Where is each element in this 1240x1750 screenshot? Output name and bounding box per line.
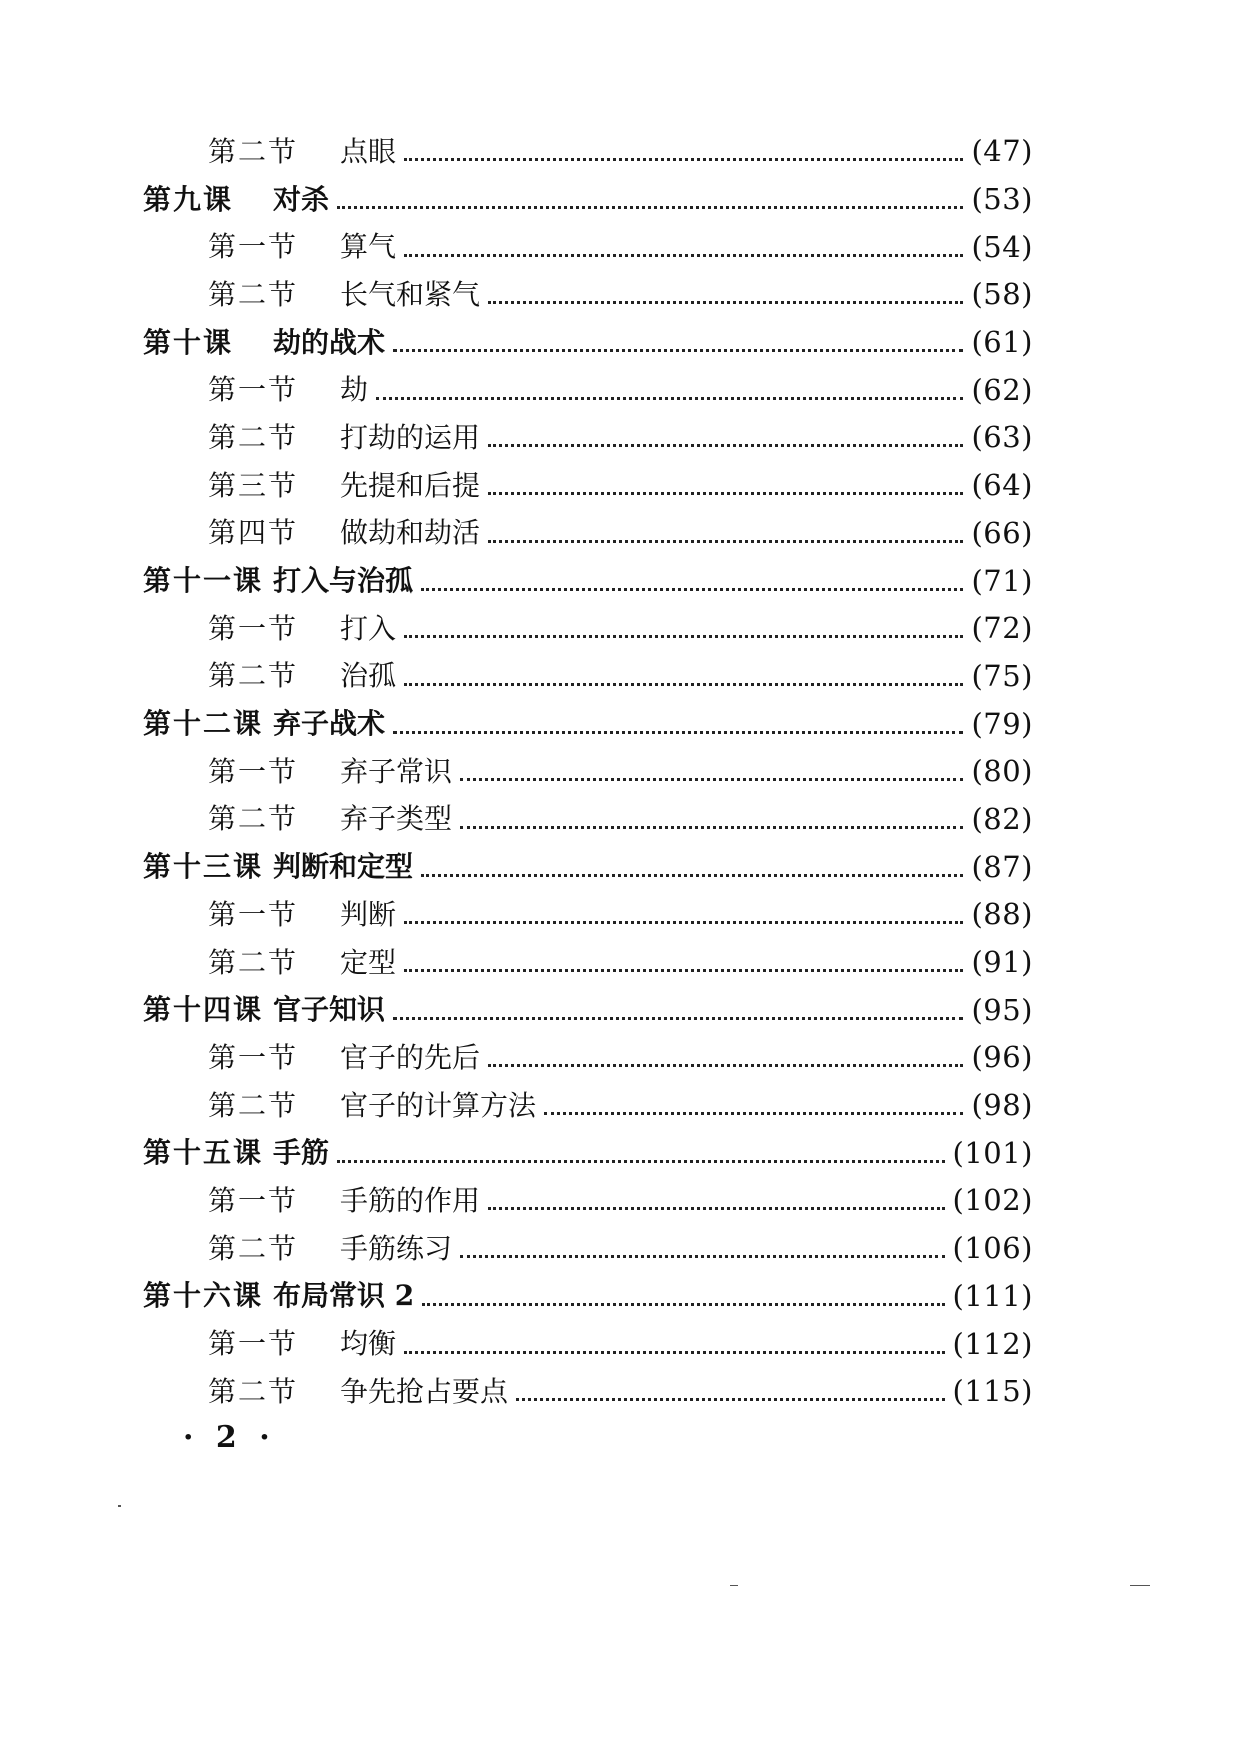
entry-page-number: (58) (971, 277, 1033, 312)
entry-title: 官子的先后 (340, 1040, 481, 1074)
toc-section-entry (143, 510, 1033, 558)
dot-leader (421, 588, 963, 591)
entry-title: 官子的计算方法 (340, 1088, 537, 1122)
dot-leader (337, 206, 963, 209)
entry-number: 第十四课 (143, 993, 264, 1027)
toc-section-entry (143, 891, 1033, 939)
entry-title: 先提和后提 (340, 468, 481, 502)
toc-section-entry (143, 1368, 1033, 1416)
entry-title: 布局常识 2 (273, 1279, 415, 1313)
dot-leader (488, 1064, 963, 1067)
entry-page-number: (79) (971, 706, 1033, 741)
scan-speck (118, 1505, 121, 1507)
dot-leader (404, 158, 963, 161)
entry-number: 第一节 (208, 1040, 299, 1074)
entry-title: 点眼 (340, 134, 397, 168)
entry-title: 算气 (340, 230, 397, 264)
toc-lesson-entry (143, 700, 1033, 748)
entry-page-number: (88) (971, 897, 1033, 932)
dot-leader (404, 1351, 945, 1354)
entry-page-number: (54) (971, 229, 1033, 264)
dot-leader (460, 1255, 945, 1258)
toc-lesson-entry (143, 557, 1033, 605)
toc-lesson-entry (143, 986, 1033, 1034)
entry-number: 第一节 (208, 1183, 299, 1217)
entry-title: 均衡 (340, 1327, 397, 1361)
entry-number: 第十三课 (143, 850, 264, 884)
entry-number: 第二节 (208, 1088, 299, 1122)
entry-title: 打入与治孤 (273, 564, 414, 598)
entry-number: 第二节 (208, 945, 299, 979)
toc-section-entry (143, 1320, 1033, 1368)
dot-leader (488, 444, 963, 447)
entry-page-number: (112) (952, 1326, 1033, 1361)
dot-leader (393, 1017, 963, 1020)
entry-page-number: (91) (971, 945, 1033, 980)
toc-lesson-entry (143, 843, 1033, 891)
entry-page-number: (115) (952, 1374, 1033, 1409)
entry-number: 第一节 (208, 1327, 299, 1361)
entry-title: 争先抢占要点 (340, 1374, 509, 1408)
toc-section-entry (143, 271, 1033, 319)
entry-number: 第十课 (143, 325, 234, 359)
entry-page-number: (98) (971, 1088, 1033, 1123)
toc-section-entry (143, 223, 1033, 271)
entry-page-number: (102) (952, 1183, 1033, 1218)
toc-section-entry (143, 1177, 1033, 1225)
dot-leader (393, 349, 963, 352)
entry-number: 第二节 (208, 1231, 299, 1265)
dot-leader (404, 921, 963, 924)
entry-number: 第二节 (208, 659, 299, 693)
entry-number: 第一节 (208, 373, 299, 407)
toc-section-entry (143, 128, 1033, 176)
entry-title: 手筋的作用 (340, 1183, 481, 1217)
toc-section-entry (143, 1034, 1033, 1082)
toc-section-entry (143, 939, 1033, 987)
scan-speck (1130, 1585, 1150, 1586)
entry-page-number: (95) (971, 992, 1033, 1027)
entry-number: 第二节 (208, 277, 299, 311)
toc-section-entry (143, 748, 1033, 796)
entry-title: 官子知识 (273, 993, 386, 1027)
entry-number: 第一节 (208, 230, 299, 264)
toc-section-entry (143, 605, 1033, 653)
entry-title: 手筋 (273, 1136, 330, 1170)
dot-leader (488, 301, 963, 304)
entry-page-number: (96) (971, 1040, 1033, 1075)
toc-lesson-entry (143, 176, 1033, 224)
entry-page-number: (61) (971, 325, 1033, 360)
entry-page-number: (106) (952, 1231, 1033, 1266)
entry-page-number: (101) (952, 1135, 1033, 1170)
entry-number: 第一节 (208, 897, 299, 931)
toc-section-entry (143, 462, 1033, 510)
table-of-contents (143, 128, 1033, 1416)
toc-lesson-entry (143, 1273, 1033, 1321)
entry-number: 第十一课 (143, 564, 264, 598)
entry-page-number: (64) (971, 468, 1033, 503)
entry-page-number: (63) (971, 420, 1033, 455)
entry-number: 第十六课 (143, 1279, 264, 1313)
dot-leader (404, 254, 963, 257)
dot-leader (422, 1303, 944, 1306)
dot-leader (404, 683, 963, 686)
entry-number: 第十五课 (143, 1136, 264, 1170)
entry-page-number: (80) (971, 754, 1033, 789)
dot-leader (516, 1398, 945, 1401)
entry-page-number: (62) (971, 372, 1033, 407)
entry-number: 第一节 (208, 754, 299, 788)
toc-lesson-entry (143, 1129, 1033, 1177)
entry-number: 第二节 (208, 134, 299, 168)
entry-number: 第一节 (208, 611, 299, 645)
entry-title: 打入 (340, 611, 397, 645)
entry-title: 弃子类型 (340, 802, 453, 836)
toc-section-entry (143, 796, 1033, 844)
toc-section-entry (143, 414, 1033, 462)
entry-page-number: (87) (971, 849, 1033, 884)
dot-leader (544, 1112, 963, 1115)
dot-leader (488, 540, 963, 543)
entry-title: 治孤 (340, 659, 397, 693)
entry-title: 打劫的运用 (340, 420, 481, 454)
dot-leader (376, 397, 963, 400)
entry-page-number: (47) (971, 134, 1033, 169)
dot-leader (488, 492, 963, 495)
page-number: · 2 · (183, 1420, 276, 1455)
entry-number: 第四节 (208, 516, 299, 550)
entry-page-number: (66) (971, 515, 1033, 550)
dot-leader (421, 874, 963, 877)
dot-leader (460, 826, 963, 829)
entry-page-number: (72) (971, 611, 1033, 646)
dot-leader (488, 1207, 945, 1210)
entry-page-number: (82) (971, 801, 1033, 836)
entry-number: 第二节 (208, 802, 299, 836)
entry-page-number: (53) (971, 182, 1033, 217)
entry-number: 第十二课 (143, 707, 264, 741)
dot-leader (460, 778, 963, 781)
scan-speck (730, 1585, 738, 1586)
entry-number: 第三节 (208, 468, 299, 502)
entry-title: 弃子常识 (340, 754, 453, 788)
toc-section-entry (143, 653, 1033, 701)
toc-section-entry (143, 1082, 1033, 1130)
entry-title: 劫的战术 (273, 325, 386, 359)
entry-number: 第二节 (208, 420, 299, 454)
dot-leader (404, 635, 963, 638)
entry-title: 做劫和劫活 (340, 516, 481, 550)
entry-page-number: (111) (952, 1278, 1033, 1313)
dot-leader (393, 731, 963, 734)
entry-title: 弃子战术 (273, 707, 386, 741)
entry-page-number: (71) (971, 563, 1033, 598)
entry-title: 手筋练习 (340, 1231, 453, 1265)
entry-title: 判断 (340, 897, 397, 931)
toc-section-entry (143, 1225, 1033, 1273)
entry-number: 第九课 (143, 182, 234, 216)
entry-title: 劫 (340, 373, 369, 407)
dot-leader (404, 969, 963, 972)
entry-title: 长气和紧气 (340, 277, 481, 311)
toc-lesson-entry (143, 319, 1033, 367)
dot-leader (337, 1160, 945, 1163)
entry-title: 定型 (340, 945, 397, 979)
entry-title: 对杀 (273, 182, 330, 216)
entry-page-number: (75) (971, 658, 1033, 693)
toc-section-entry (143, 366, 1033, 414)
entry-number: 第二节 (208, 1374, 299, 1408)
entry-title: 判断和定型 (273, 850, 414, 884)
